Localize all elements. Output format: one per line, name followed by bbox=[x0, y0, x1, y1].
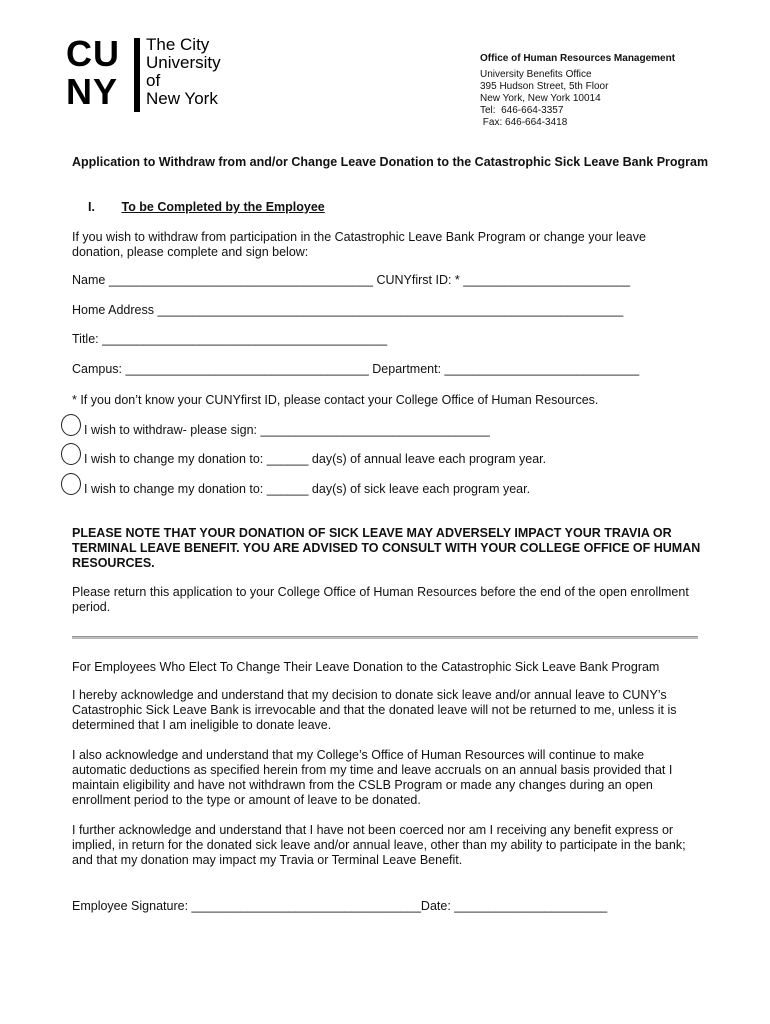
logo-text bbox=[146, 36, 221, 108]
signature-date-field[interactable]: Employee Signature: _________________________________Date: ______________________ bbox=[72, 899, 608, 913]
return-note: Please return this application to your College Office of Human Resources before the end of the open enrollment period. bbox=[72, 585, 689, 614]
logo-text-line-2: University bbox=[146, 53, 221, 72]
warning-notice: PLEASE NOTE THAT YOUR DONATION OF SICK LEAVE MAY ADVERSELY IMPACT YOUR TRAVIA OR TERMINAL LEAVE BENEFIT. YOU ARE ADVISED TO CONSULT WITH YOUR COLLEGE OFFICE OF HUMAN RESOURCES. bbox=[72, 526, 701, 570]
sick-leave-radio[interactable] bbox=[61, 473, 81, 495]
office-line-4: Tel: 646-664-3357 bbox=[480, 105, 564, 116]
office-line-2: 395 Hudson Street, 5th Floor bbox=[480, 81, 609, 92]
office-line-1: University Benefits Office bbox=[480, 69, 592, 80]
form-title: Application to Withdraw from and/or Change Leave Donation to the Catastrophic Sick Leave Bank Program bbox=[72, 155, 709, 169]
home-address-field[interactable]: Home Address ___________________________________________________________________ bbox=[72, 303, 624, 317]
withdraw-option: I wish to withdraw- please sign: _________________________________ bbox=[84, 423, 490, 437]
section-label: To be Completed by the Employee bbox=[121, 200, 325, 214]
office-line-5: Fax: 646-664-3418 bbox=[480, 117, 568, 128]
logo-divider bbox=[134, 38, 140, 112]
intro-text: If you wish to withdraw from participation in the Catastrophic Leave Bank Program or change your leave donation, please complete and sign below: bbox=[72, 230, 646, 259]
section-number: I. bbox=[88, 200, 95, 214]
title-field[interactable]: Title: _________________________________________ bbox=[72, 332, 388, 346]
divider bbox=[72, 636, 698, 639]
logo-mark bbox=[66, 33, 120, 112]
logo-text-line-1: The City bbox=[146, 35, 210, 54]
cunyfirst-note: * If you don’t know your CUNYfirst ID, please contact your College Office of Human Resources. bbox=[72, 393, 599, 407]
withdraw-radio[interactable] bbox=[61, 414, 81, 436]
campus-department-field[interactable]: Campus: ___________________________________ Department: ____________________________ bbox=[72, 362, 640, 376]
name-field[interactable]: Name ______________________________________ CUNYfirst ID: * ________________________ bbox=[72, 273, 631, 287]
acknowledgement-1: I hereby acknowledge and understand that my decision to donate sick leave and/or annual leave to CUNY’s Catastrophic Sick Leave Bank is irrevocable and that the donated leave will not be returned to me, unless it is determined that I am ineligible to donate leave. bbox=[72, 688, 677, 732]
annual-leave-radio[interactable] bbox=[61, 443, 81, 465]
office-line-3: New York, New York 10014 bbox=[480, 93, 601, 104]
office-address-block bbox=[480, 53, 675, 129]
logo-mark-line-1: CU bbox=[66, 33, 120, 74]
cuny-logo bbox=[66, 33, 221, 116]
acknowledgement-3: I further acknowledge and understand that I have not been coerced nor am I receiving any benefit express or implied, in return for the donated sick leave and/or annual leave, other than my ability to participate in the bank; and that my donation may impact my Travia or Terminal Leave Benefit. bbox=[72, 823, 686, 867]
section-heading bbox=[88, 200, 325, 214]
logo-mark-line-2: NY bbox=[66, 71, 119, 112]
sick-leave-option: I wish to change my donation to: ______ day(s) of sick leave each program year. bbox=[84, 482, 531, 496]
logo-text-line-3: of bbox=[146, 71, 161, 90]
logo-text-line-4: New York bbox=[146, 89, 218, 108]
annual-leave-option: I wish to change my donation to: ______ day(s) of annual leave each program year. bbox=[84, 452, 547, 466]
change-heading: For Employees Who Elect To Change Their Leave Donation to the Catastrophic Sick Leave Bank Program bbox=[72, 660, 660, 674]
acknowledgement-2: I also acknowledge and understand that my College’s Office of Human Resources will continue to make automatic deductions as specified herein from my time and leave accruals on an annual basis provided that I maintain eligibility and have not withdrawn from the CSLB Program or made any changes during an open enrollment period to the type or amount of leave to be donated. bbox=[72, 748, 673, 807]
office-name: Office of Human Resources Management bbox=[480, 53, 676, 64]
